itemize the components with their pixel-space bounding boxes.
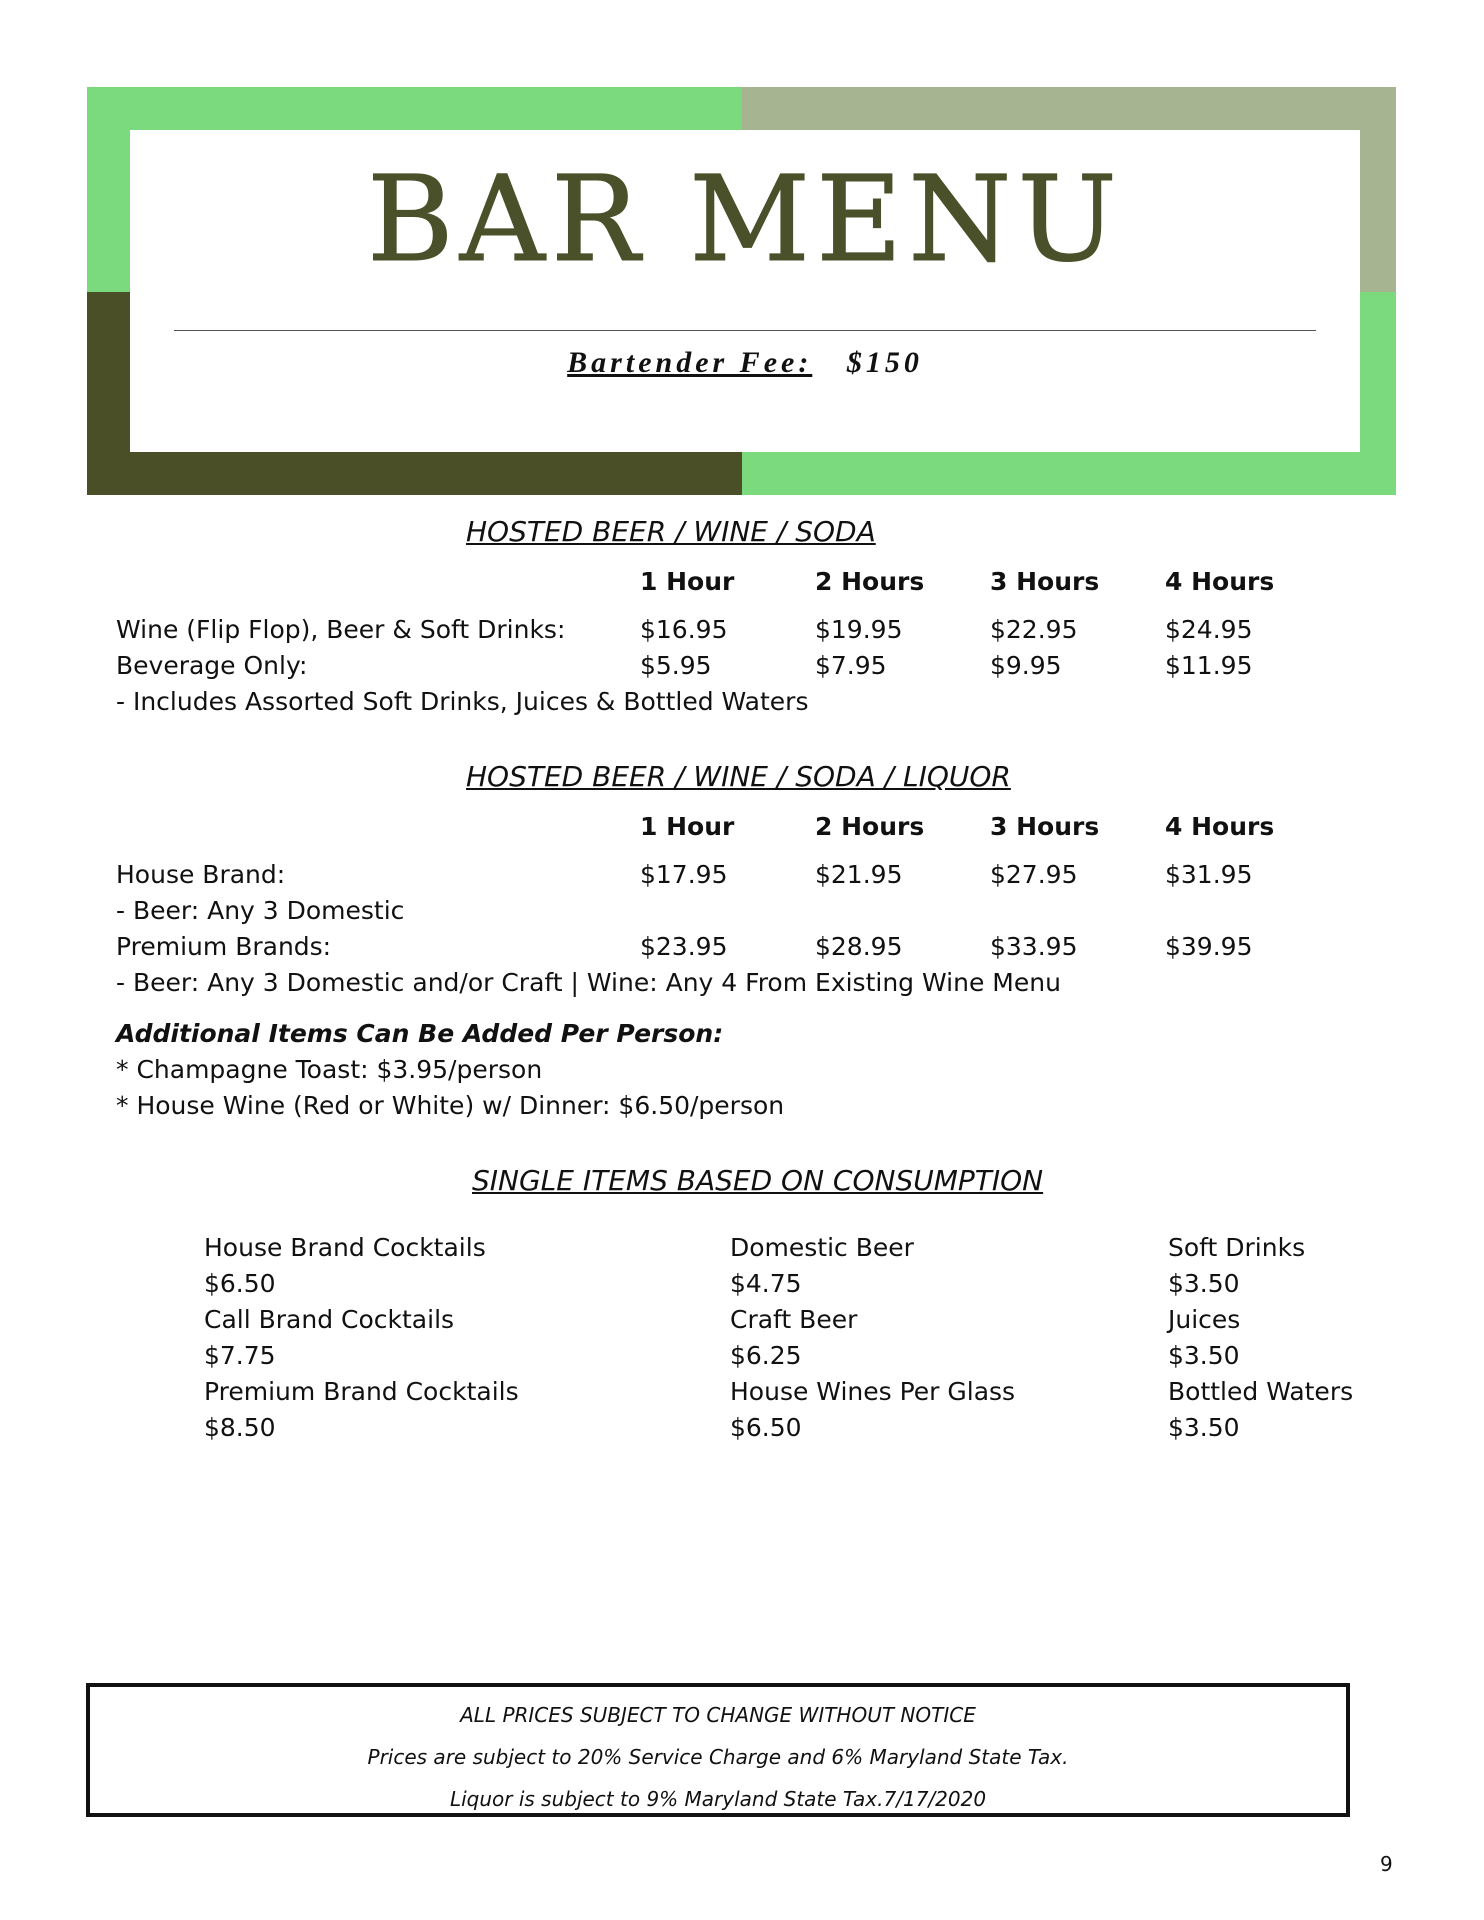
row-label: Wine (Flip Flop), Beer & Soft Drinks: — [116, 615, 566, 644]
item-price: $3.50 — [1168, 1413, 1240, 1442]
page-title: BAR MENU — [367, 150, 1123, 288]
price-cell: $17.95 — [640, 860, 728, 889]
column-header: 3 Hours — [990, 812, 1100, 841]
item-price: $6.50 — [204, 1269, 276, 1298]
row-note: - Beer: Any 3 Domestic — [116, 896, 405, 925]
row-note: - Includes Assorted Soft Drinks, Juices & Bottled Waters — [116, 687, 809, 716]
item-name: Bottled Waters — [1168, 1377, 1354, 1406]
price-cell: $19.95 — [815, 615, 903, 644]
row-note: - Beer: Any 3 Domestic and/or Craft | Wine: Any 4 From Existing Wine Menu — [116, 968, 1061, 997]
notice-line: Liquor is subject to 9% Maryland State Tax.7/17/2020 — [449, 1787, 987, 1811]
item-price: $4.75 — [730, 1269, 802, 1298]
item-name: House Wines Per Glass — [730, 1377, 1016, 1406]
price-cell: $31.95 — [1165, 860, 1253, 889]
item-name: Soft Drinks — [1168, 1233, 1306, 1262]
price-cell: $28.95 — [815, 932, 903, 961]
additional-item: * House Wine (Red or White) w/ Dinner: $6.50/person — [116, 1091, 785, 1120]
bartender-fee-label: Bartender Fee: — [567, 346, 813, 379]
row-label: Premium Brands: — [116, 932, 332, 961]
title-divider — [174, 330, 1316, 331]
column-header: 2 Hours — [815, 567, 925, 596]
additional-heading: Additional Items Can Be Added Per Person: — [116, 1019, 724, 1048]
item-price: $6.25 — [730, 1341, 802, 1370]
price-cell: $22.95 — [990, 615, 1078, 644]
section-title-hosted-beer: HOSTED BEER / WINE / SODA — [466, 515, 876, 548]
price-cell: $33.95 — [990, 932, 1078, 961]
column-header: 4 Hours — [1165, 567, 1275, 596]
item-name: Domestic Beer — [730, 1233, 914, 1262]
price-cell: $7.95 — [815, 651, 887, 680]
column-header: 1 Hour — [640, 567, 735, 596]
price-cell: $9.95 — [990, 651, 1062, 680]
page-number: 9 — [1380, 1852, 1393, 1876]
pricing-notice-box — [86, 1683, 1350, 1817]
price-cell: $27.95 — [990, 860, 1078, 889]
item-name: Premium Brand Cocktails — [204, 1377, 519, 1406]
price-cell: $39.95 — [1165, 932, 1253, 961]
column-header: 4 Hours — [1165, 812, 1275, 841]
item-name: Craft Beer — [730, 1305, 858, 1334]
row-label: House Brand: — [116, 860, 286, 889]
price-cell: $16.95 — [640, 615, 728, 644]
section-title-single-items: SINGLE ITEMS BASED ON CONSUMPTION — [472, 1164, 1044, 1197]
row-label: Beverage Only: — [116, 651, 308, 680]
title-box — [130, 130, 1360, 452]
item-price: $8.50 — [204, 1413, 276, 1442]
section-title-hosted-liquor: HOSTED BEER / WINE / SODA / LIQUOR — [466, 760, 1011, 793]
notice-line: Prices are subject to 20% Service Charge and 6% Maryland State Tax. — [367, 1745, 1069, 1769]
column-header: 3 Hours — [990, 567, 1100, 596]
column-header: 2 Hours — [815, 812, 925, 841]
price-cell: $11.95 — [1165, 651, 1253, 680]
item-price: $7.75 — [204, 1341, 276, 1370]
price-cell: $24.95 — [1165, 615, 1253, 644]
item-name: House Brand Cocktails — [204, 1233, 486, 1262]
additional-item: * Champagne Toast: $3.95/person — [116, 1055, 543, 1084]
notice-line: ALL PRICES SUBJECT TO CHANGE WITHOUT NOTICE — [460, 1703, 976, 1727]
item-price: $6.50 — [730, 1413, 802, 1442]
item-name: Call Brand Cocktails — [204, 1305, 455, 1334]
price-cell: $21.95 — [815, 860, 903, 889]
item-name: Juices — [1168, 1305, 1241, 1334]
price-cell: $23.95 — [640, 932, 728, 961]
item-price: $3.50 — [1168, 1269, 1240, 1298]
bartender-fee-value: $150 — [846, 346, 923, 379]
column-header: 1 Hour — [640, 812, 735, 841]
price-cell: $5.95 — [640, 651, 712, 680]
bartender-fee — [130, 346, 1360, 380]
item-price: $3.50 — [1168, 1341, 1240, 1370]
